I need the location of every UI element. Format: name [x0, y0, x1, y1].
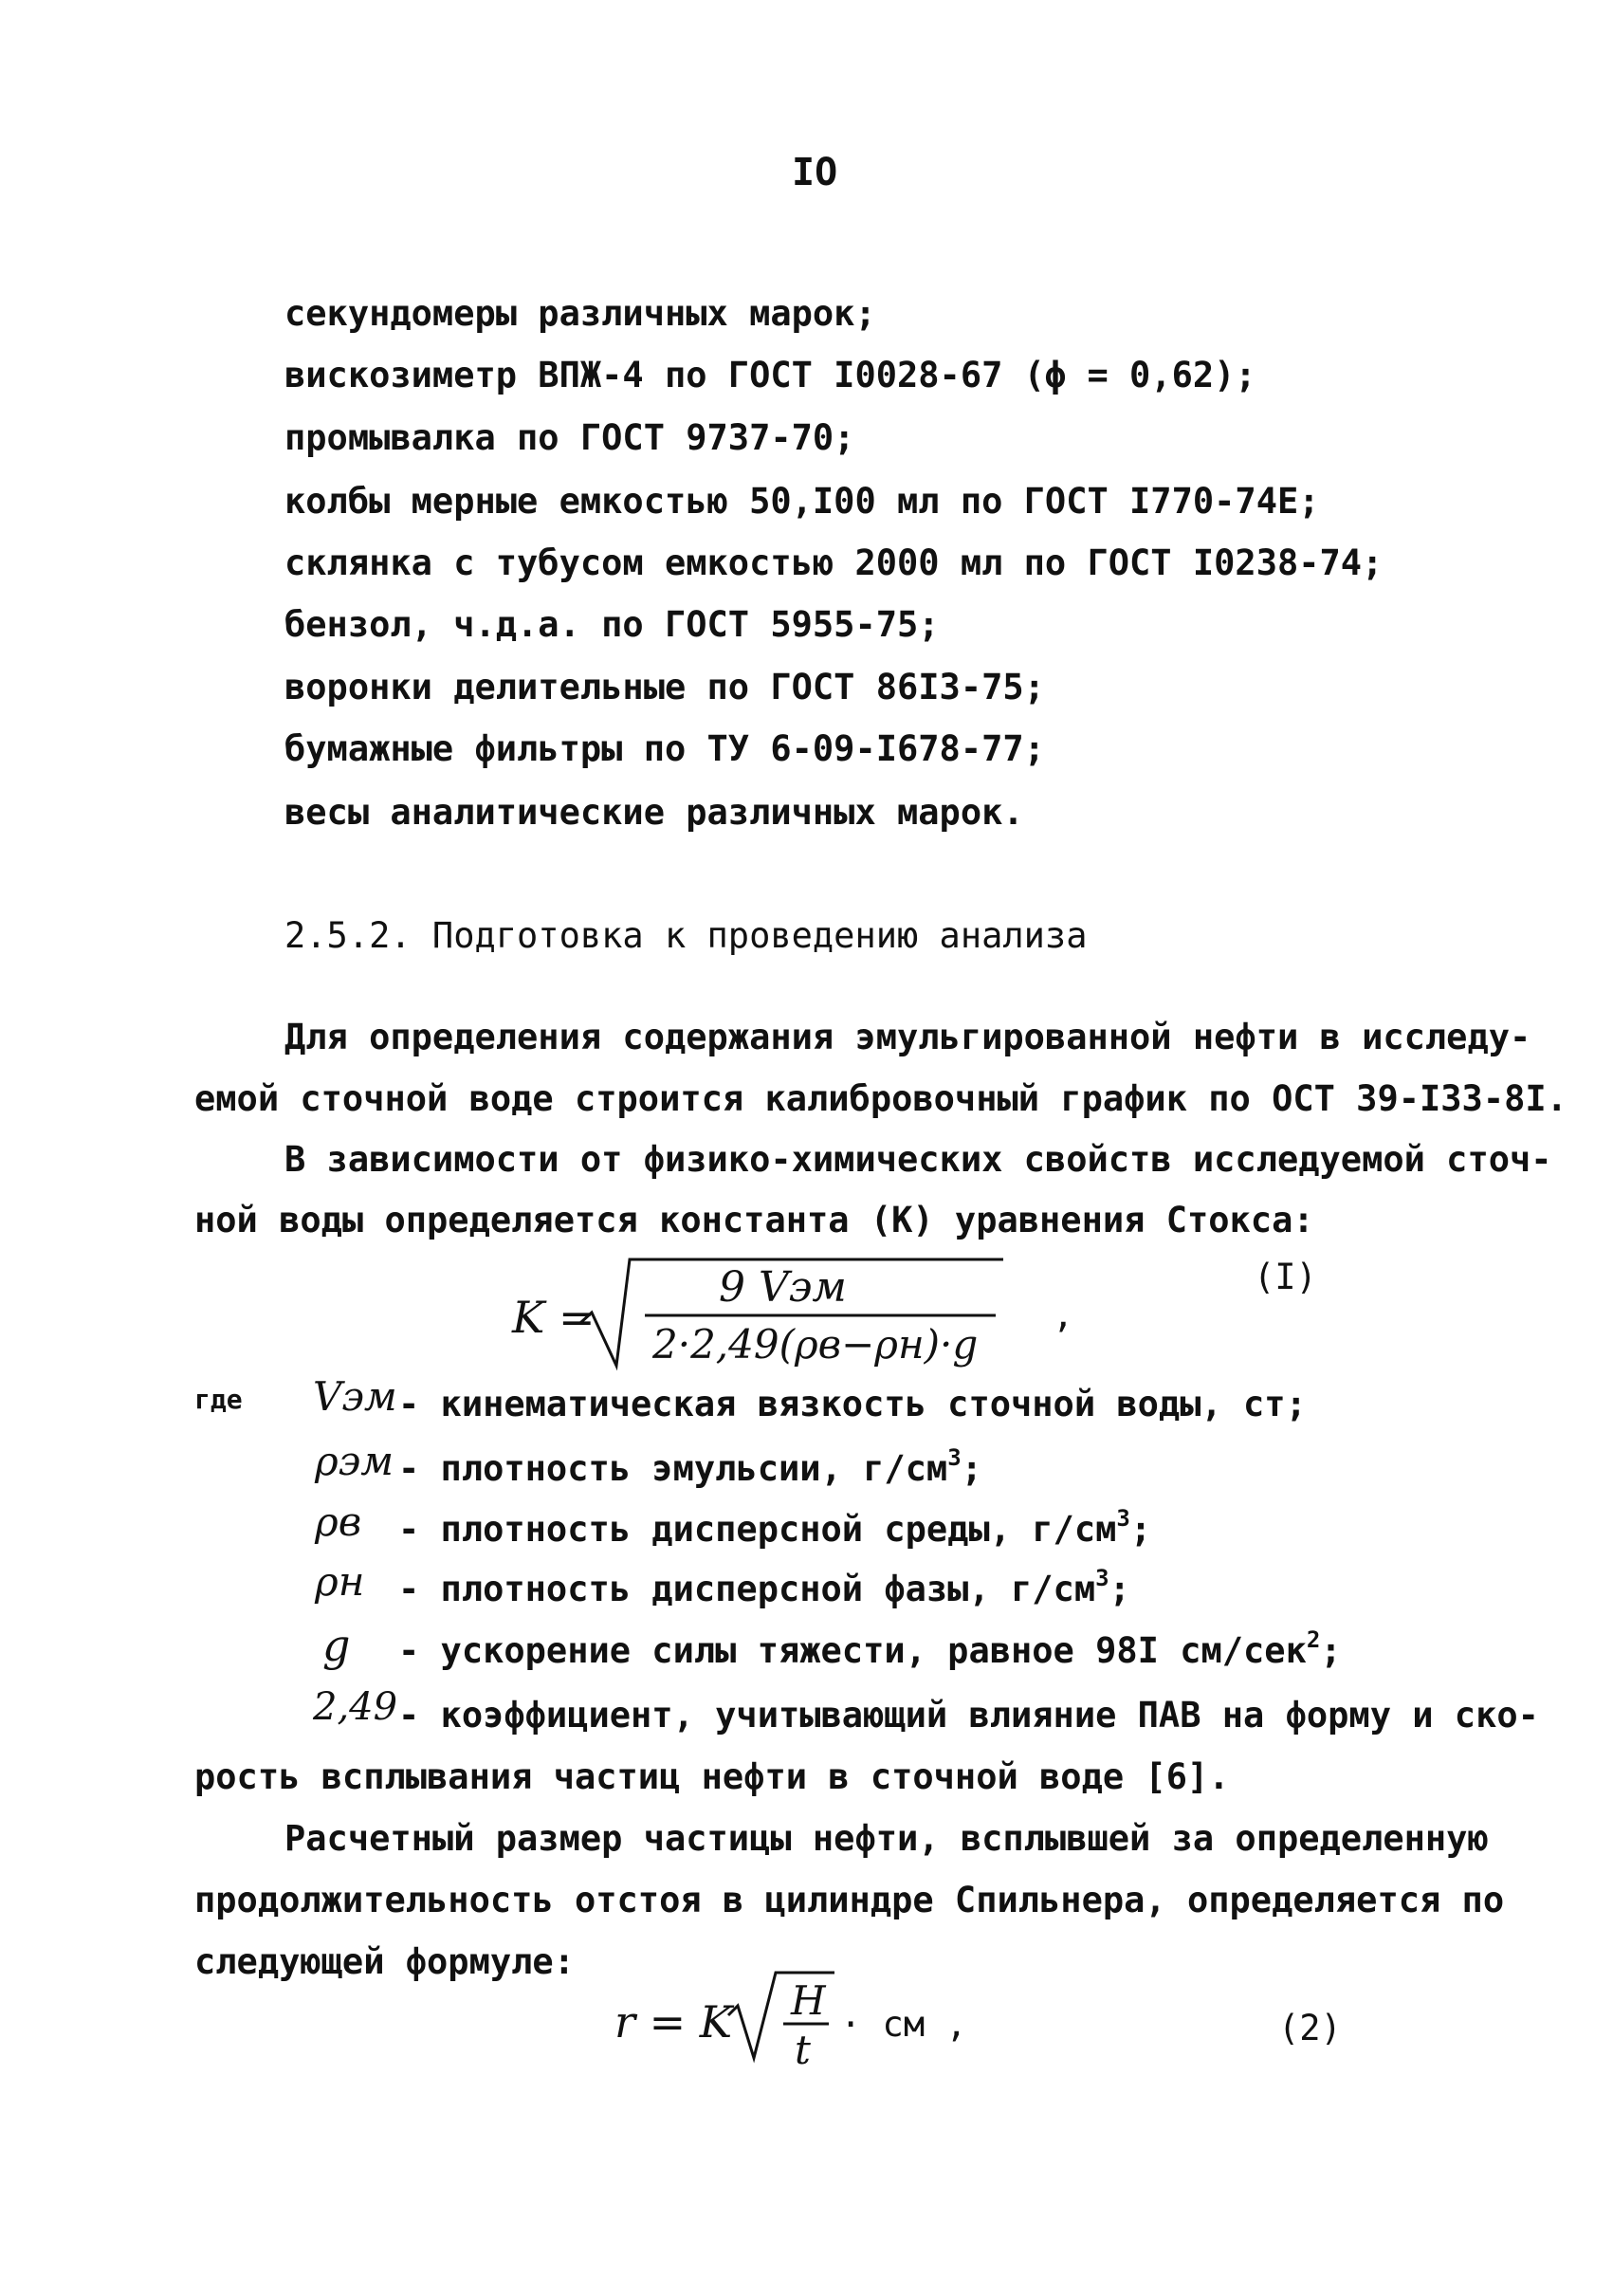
list-item: секундомеры различных марок; [284, 293, 876, 334]
formula-1-lhs: K = [512, 1292, 596, 1343]
definition-text: - плотность эмульсии, $г/см^3$; [398, 1444, 982, 1489]
definition-symbol: g [322, 1620, 351, 1671]
list-item: промывалка по ГОСТ 9737-70; [284, 417, 855, 458]
formula-2-unit: · см , [840, 2004, 967, 2045]
definition-symbol: ρв [315, 1498, 362, 1545]
definition-text: - плотность дисперсной среды, $г/см^3$; [398, 1505, 1152, 1550]
formula-2-number: (2) [1278, 2008, 1342, 2048]
definition-continuation: рость всплывания частиц нефти в сточной воде [6]. [194, 1756, 1230, 1797]
definition-text: - ускорение силы тяжести, равное 98I см/сек$^2$; [398, 1626, 1342, 1671]
page-number: IO [792, 151, 838, 194]
paragraph-1-line-2: емой сточной воде строится калибровочный график по ОСТ 39-I33-8I. [194, 1078, 1567, 1119]
definition-text: - плотность дисперсной фазы, $г/см^3$; [398, 1565, 1130, 1609]
definition-symbol: ρн [315, 1558, 365, 1605]
formula-1-trailing-comma: , [1053, 1295, 1074, 1335]
paragraph-2-line-2: ной воды определяется константа (К) уравнения Стокса: [194, 1200, 1314, 1240]
paragraph-1-line-1: Для определения содержания эмульгированной нефти в исследу- [284, 1017, 1531, 1057]
definition-symbol: ρэм [315, 1438, 394, 1484]
list-item: колбы мерные емкостью 50,I00 мл по ГОСТ I770-74Е; [284, 481, 1320, 522]
paragraph-3-line-1: Расчетный размер частицы нефти, всплывшей за определенную [284, 1818, 1489, 1859]
formula-1-denominator: 2·2,49(ρв−ρн)·g [652, 1321, 979, 1368]
list-item: весы аналитические различных марок. [284, 792, 1024, 833]
formula-2-denominator: t [795, 2027, 811, 2073]
section-heading: 2.5.2. Подготовка к проведению анализа [284, 915, 1088, 956]
list-item: бумажные фильтры по ТУ 6-09-I678-77; [284, 728, 1045, 769]
paragraph-2-line-1: В зависимости от физико-химических свойств исследуемой сточ- [284, 1139, 1552, 1180]
list-item: склянка с тубусом емкостью 2000 мл по ГОСТ I0238-74; [284, 542, 1384, 583]
formula-1-numerator: 9 Vэм [719, 1263, 847, 1312]
list-item: бензол, ч.д.а. по ГОСТ 5955-75; [284, 604, 940, 645]
paragraph-3-line-3: следующей формуле: [194, 1941, 575, 1982]
definition-text: - коэффициент, учитывающий влияние ПАВ на форму и ско- [398, 1695, 1539, 1736]
formula-1-number: (I) [1254, 1257, 1317, 1297]
paragraph-3-line-2: продолжительность отстоя в цилиндре Спильнера, определяется по [194, 1880, 1505, 1920]
formula-2-lhs: r = K [614, 1996, 733, 2048]
list-item: воронки делительные по ГОСТ 86I3-75; [284, 667, 1045, 707]
list-item: вискозиметр ВПЖ-4 по ГОСТ I0028-67 (ϕ = 0,62); [284, 355, 1256, 395]
definition-text: - кинематическая вязкость сточной воды, ст; [398, 1384, 1307, 1424]
where-word: где [194, 1384, 243, 1415]
definition-symbol: 2,49 [313, 1685, 398, 1729]
formula-2-numerator: H [791, 1977, 826, 2024]
definition-symbol: Vэм [313, 1373, 397, 1420]
